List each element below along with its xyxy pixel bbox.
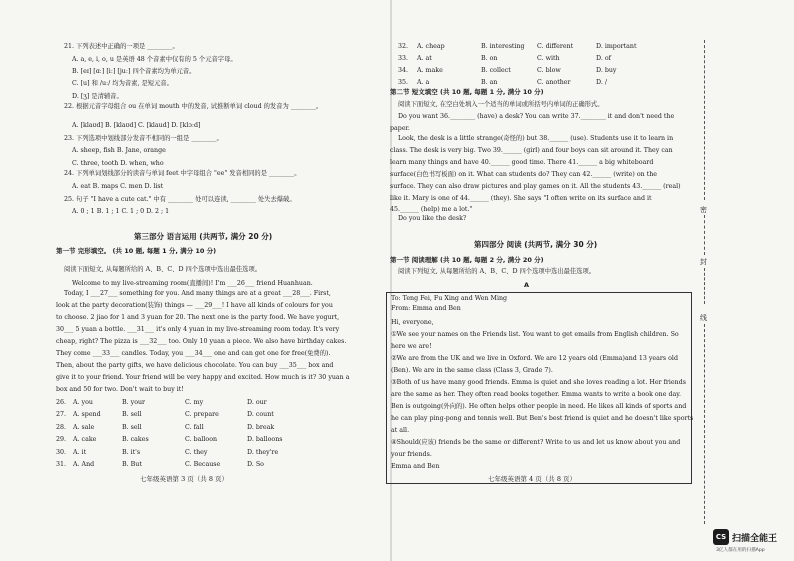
letter-body-line-2: here we are! [391, 343, 432, 350]
left-line-14: 第三部分 语言运用 (共两节, 满分 20 分) [134, 232, 273, 241]
right-option-1-3: C. with [537, 55, 560, 62]
left-option-4-0: 30. [56, 448, 67, 456]
right-line-6: learn many things and have 40.______ good time. There 41.______ a big whiteboard [390, 159, 654, 166]
seal-char-2: 线 [700, 314, 707, 322]
left-option-0-3: C. my [185, 399, 204, 406]
left-option-5-1: A. And [73, 461, 95, 468]
seal-char-0: 密 [700, 206, 707, 214]
letter-body-line-7: Ben is outgoing(外向的). He often helps other people in need. He likes all kinds of sports and [391, 403, 687, 410]
left-line-11: A. eat B. maps C. men D. list [72, 183, 164, 190]
letter-body-line-8: he can play ping-pong and tennis well. But Ben's best friend is quiet and he doesn't like sports [391, 415, 694, 422]
left-option-4-3: C. they [185, 448, 208, 456]
left-line-18: Today, I ___27___ something for you. And many things are at a great ___28___. First, [64, 290, 331, 297]
left-line-2: B. [eɪ] [ɑː] [iː] [juː] 四个音素均为单元音。 [72, 68, 196, 75]
left-page-footer: 七年级英语第 3 页（共 8 页） [140, 475, 229, 483]
left-line-19: look at the party decoration(装饰) things — ___29___! I have all kinds of colours for you [56, 302, 333, 309]
right-line-13: 第一节 阅读理解 (共 10 题, 每题 2 分, 满分 20 分) [390, 256, 544, 264]
left-option-4-1: A. it [73, 448, 87, 456]
left-line-0: 21. 下列表述中正确的一项是 ________。 [64, 43, 179, 50]
left-line-23: They come ___33___ candles. Today, you ___34___ one and can get one for free(免费的). [56, 350, 331, 357]
right-line-3: paper. [390, 125, 410, 132]
right-line-5: class. The desk is very big. Two 39.______ (girl) and four boys can sit around it. They can [390, 147, 673, 154]
right-option-1-0: 33. [398, 55, 409, 62]
left-line-10: 24. 下列单词划线部分的读音与单词 feet 中字母组合 "ee" 发音相同的是 ________。 [64, 170, 301, 177]
right-line-8: surface. They can also draw pictures and play games on it. All the students 43.______ (real) [390, 183, 681, 190]
left-line-7: 23. 下列选项中划线部分发音不相同的一组是 ________。 [64, 135, 223, 142]
seal-dash-line [704, 215, 705, 255]
left-line-8: A. sheep, fish B. Jane, orange [72, 147, 166, 154]
left-option-5-2: B. But [122, 461, 142, 468]
left-line-26: box and 50 for two. Don't wait to buy it! [56, 386, 184, 393]
left-line-25: give it to your friend. Your friend will be very happy and excited. How much is it? 30 yuan a [56, 374, 350, 381]
right-line-10: 45.______ (help) me a lot." [390, 206, 473, 213]
seal-char-1: 封 [700, 258, 707, 266]
right-option-2-3: C. blow [537, 67, 561, 74]
left-option-5-4: D. So [247, 461, 264, 468]
left-option-1-3: C. prepare [185, 411, 219, 419]
left-option-0-2: B. your [122, 399, 146, 406]
letter-body-line-11: your friends. [391, 451, 432, 458]
left-option-1-2: B. sell [122, 411, 142, 419]
letter-from: From: Emma and Ben [391, 305, 461, 312]
right-option-3-2: B. an [481, 79, 498, 86]
letter-body-line-9: at all. [391, 427, 410, 434]
left-option-2-3: C. fall [185, 423, 204, 431]
seal-dash-line [704, 40, 705, 200]
left-option-2-0: 28. [56, 423, 67, 431]
right-option-2-4: D. buy [596, 67, 617, 74]
right-option-1-1: A. at [417, 55, 432, 62]
left-option-0-1: A. you [73, 399, 93, 406]
seal-dash-line [704, 268, 705, 304]
right-option-2-2: B. collect [481, 67, 511, 74]
left-line-5: 22. 根据元音字母组合 ou 在单词 mouth 中的发音, 试推断单词 cloud 的发音为 ________。 [64, 103, 323, 110]
right-option-3-1: A. a [417, 79, 430, 86]
seal-dash-line [704, 324, 705, 524]
right-option-2-0: 34. [398, 67, 409, 74]
left-option-1-1: A. spend [73, 411, 101, 419]
right-option-0-2: B. interesting [481, 43, 525, 50]
right-line-9: like it. Mary is one of 44.______ (they). She says "I often write on its surface and it [390, 195, 652, 202]
letter-body-line-3: ②We are from the UK and we live in Oxford. We are 12 years old (Emma)and 13 years old [391, 355, 678, 362]
left-line-22: cheap, right? The pizza is ___32___ too. Only 10 yuan a piece. We also have birthday cakes. [56, 338, 347, 345]
right-line-11: Do you like the desk? [398, 215, 467, 222]
left-option-3-3: C. balloon [185, 436, 218, 444]
letter-body-line-1: ①We see your names on the Friends list. You want to get emails from English children. So [391, 331, 679, 338]
left-line-4: D. [ʒ] 是清辅音。 [72, 93, 123, 100]
left-option-3-1: A. cake [73, 436, 97, 444]
right-option-0-0: 32. [398, 43, 409, 50]
left-option-4-4: D. they're [247, 448, 279, 456]
left-line-1: A. a, e, i, o, u 是英语 48 个音素中仅有的 5 个元音字母。 [72, 56, 237, 63]
camscanner-watermark [713, 529, 791, 557]
email-letter-box [386, 292, 692, 484]
right-line-2: Do you want 36.________ (have) a desk? You can write 37.________ it and don't need the [398, 113, 675, 120]
right-line-7: surface(白色书写板面) on it. What can students do? They can 42.______ (write) on the [390, 171, 658, 178]
left-option-5-0: 31. [56, 461, 67, 468]
right-page-footer: 七年级英语第 4 页（共 8 页） [488, 475, 577, 483]
right-option-0-1: A. cheap [417, 43, 445, 50]
left-option-2-1: A. sale [73, 423, 95, 431]
left-option-1-4: D. count [247, 411, 274, 419]
right-option-2-1: A. make [417, 67, 443, 74]
camscanner-name: 扫描全能王 [732, 534, 778, 544]
right-option-3-3: C. another [537, 79, 571, 86]
camscanner-logo-icon: CS [713, 529, 729, 545]
left-option-0-0: 26. [56, 399, 67, 406]
left-option-3-2: B. cakes [122, 436, 149, 444]
left-line-9: C. three, tooth D. when, who [72, 160, 164, 167]
letter-body-line-4: (Ben). We are in the same class (Class 3, Grade 7). [391, 367, 553, 374]
right-option-1-2: B. on [481, 55, 498, 62]
left-line-12: 25. 句子 "I have a cute cat." 中有 ________ 处可以连读, ________ 处失去爆破。 [64, 196, 296, 203]
right-line-14: 阅读下列短文, 从每题所给的 A、B、C、D 四个选项中选出最佳选项。 [398, 268, 596, 275]
exam-page-3 [0, 0, 392, 561]
left-option-3-0: 29. [56, 436, 67, 444]
right-option-0-4: D. important [596, 43, 637, 50]
right-option-1-4: D. of [596, 55, 611, 62]
right-option-0-3: C. different [537, 43, 574, 50]
left-line-17: Welcome to my live-streaming room(直播间)! I'm ___26___ friend Huanhuan. [72, 280, 313, 287]
left-line-3: C. [u] 和 /uː/ 均为音素, 是短元音。 [72, 80, 173, 87]
letter-body-line-0: Hi, everyone, [391, 319, 434, 326]
left-option-2-2: B. sell [122, 423, 142, 431]
camscanner-tagline: 3亿人都在用的扫描App [716, 548, 765, 553]
letter-to: To: Teng Fei, Fu Xing and Wen Ming [391, 295, 508, 302]
passage-label-a: A [524, 281, 530, 289]
letter-body-line-5: ③Both of us have many good friends. Emma is quiet and she loves reading a lot. Her friends [391, 379, 686, 386]
left-line-15: 第一节 完形填空。 (共 10 题, 每题 1 分, 满分 10 分) [56, 247, 217, 255]
left-option-4-2: B. it's [122, 448, 141, 456]
left-line-24: Then, about the party gifts, we have delicious chocolate. You can buy ___35___ box and [56, 362, 334, 369]
right-option-3-0: 35. [398, 79, 409, 86]
left-line-13: A. 0 ; 1 B. 1 ; 1 C. 1 ; 0 D. 2 ; 1 [72, 208, 170, 215]
left-option-3-4: D. balloons [247, 436, 283, 444]
right-line-1: 阅读下面短文, 在空白处填入一个适当的单词或所括号内单词的正确形式。 [398, 101, 604, 108]
left-line-16: 阅读下面短文, 从每题所给的 A、B、C、D 四个选项中选出最佳选项。 [64, 266, 262, 273]
right-option-3-4: D. / [596, 79, 607, 86]
letter-body-line-6: are the same as her. They often read books together. Emma wants to write a book one day. [391, 391, 681, 398]
left-line-6: A. [klaʊd] B. [klaʊd] C. [klaud] D. [klɔːd] [72, 122, 201, 129]
letter-body-line-10: ④Should(应该) friends be the same or different? Write to us and let us know about you and [391, 439, 681, 446]
letter-body-line-12: Emma and Ben [391, 463, 440, 470]
right-line-0: 第二节 短文填空 (共 10 题, 每题 1 分, 满分 10 分) [390, 88, 544, 96]
right-line-4: Look, the desk is a little strange(奇怪的) but 38.______ (use). Students use it to learn in [398, 135, 674, 142]
right-line-12: 第四部分 阅读 (共两节, 满分 30 分) [474, 240, 598, 249]
left-option-0-4: D. our [247, 399, 267, 406]
left-option-1-0: 27. [56, 411, 67, 419]
left-option-2-4: D. break [247, 423, 275, 431]
left-line-21: 30___ 5 yuan a bottle. ___31___ it's only 4 yuan in my live-streaming room today. It's very [56, 326, 340, 333]
left-option-5-3: C. Because [185, 461, 221, 468]
left-line-20: to choose. 2 jiao for 1 and 3 yuan for 20. The next one is the party food. We have yogurt, [56, 314, 340, 321]
